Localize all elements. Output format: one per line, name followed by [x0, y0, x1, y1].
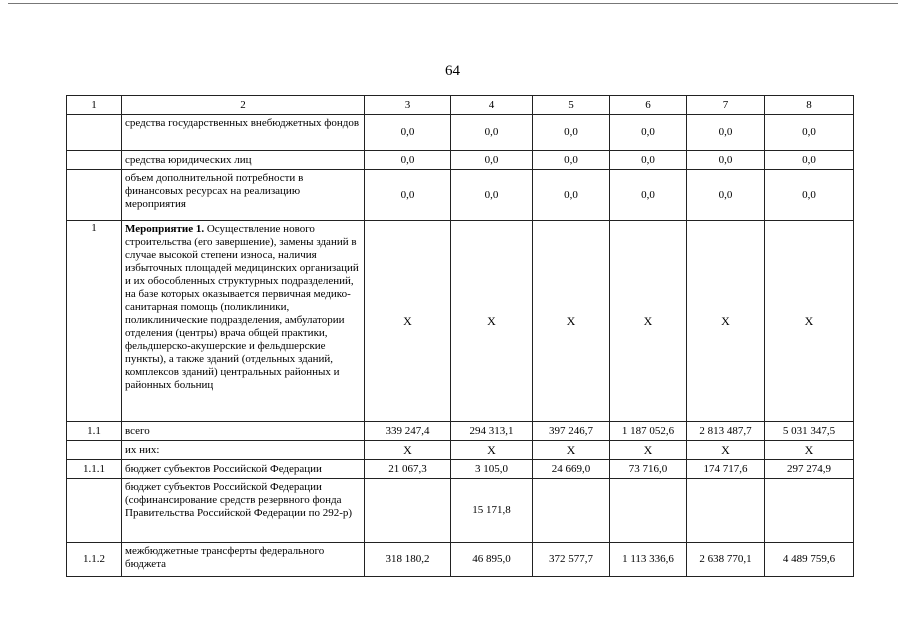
value-cell: X	[610, 441, 687, 460]
value-cell: 0,0	[451, 115, 533, 151]
value-cell: 2 638 770,1	[687, 543, 765, 577]
value-cell: 21 067,3	[365, 460, 451, 479]
row-name: межбюджетные трансферты федерального бюджета	[122, 543, 365, 577]
value-cell: 73 716,0	[610, 460, 687, 479]
value-cell: 0,0	[610, 151, 687, 170]
row-code	[67, 441, 122, 460]
row-name: объем дополнительной потребности в финансовых ресурсах на реализацию мероприятия	[122, 170, 365, 221]
value-cell: 46 895,0	[451, 543, 533, 577]
value-cell: 0,0	[610, 115, 687, 151]
table-row	[67, 422, 854, 441]
top-border-line	[8, 3, 898, 4]
row-code: 1	[67, 221, 122, 422]
value-cell: 318 180,2	[365, 543, 451, 577]
column-header: 4	[451, 96, 533, 115]
row-name: средства юридических лиц	[122, 151, 365, 170]
value-cell: 3 105,0	[451, 460, 533, 479]
measure-description: Осуществление нового строительства (его завершение), замены зданий в случае высокой степени износа, наличия избыточных площадей медицинских организаций и их обособленных структурных подразделений, на базе которых оказывается первичная медико-санитарная помощь (поликлиники, поликлинические подразделения, амбулатории отделения (центры) врача общей практики, фельдшерско-акушерские и фельдшерские пункты), а также зданий (отдельных зданий, комплексов зданий) центральных районных и районных больниц	[125, 223, 359, 391]
row-code: 1.1.2	[67, 543, 122, 577]
row-name: всего	[122, 422, 365, 441]
value-cell: 5 031 347,5	[765, 422, 854, 441]
value-cell: 0,0	[451, 170, 533, 221]
table-row	[67, 221, 854, 422]
value-cell: X	[687, 441, 765, 460]
row-name: бюджет субъектов Российской Федерации	[122, 460, 365, 479]
row-name	[122, 221, 365, 422]
value-cell: 0,0	[365, 115, 451, 151]
value-cell: 1 113 336,6	[610, 543, 687, 577]
column-header: 2	[122, 96, 365, 115]
value-cell: 372 577,7	[533, 543, 610, 577]
row-name: их них:	[122, 441, 365, 460]
value-cell: 0,0	[533, 151, 610, 170]
table-row	[67, 479, 854, 543]
value-cell: 0,0	[687, 151, 765, 170]
value-cell: 1 187 052,6	[610, 422, 687, 441]
row-code	[67, 170, 122, 221]
value-cell: 294 313,1	[451, 422, 533, 441]
value-cell: 0,0	[365, 170, 451, 221]
value-cell: 24 669,0	[533, 460, 610, 479]
column-header: 1	[67, 96, 122, 115]
value-cell: X	[365, 221, 451, 422]
value-cell: 174 717,6	[687, 460, 765, 479]
row-name: бюджет субъектов Российской Федерации (софинансирование средств резервного фонда Правительства Российской Федерации по 292-р)	[122, 479, 365, 543]
value-cell: X	[687, 221, 765, 422]
value-cell: X	[533, 441, 610, 460]
value-cell: 0,0	[765, 170, 854, 221]
value-cell: 339 247,4	[365, 422, 451, 441]
row-code	[67, 151, 122, 170]
value-cell: 0,0	[765, 115, 854, 151]
table-row	[67, 460, 854, 479]
value-cell: 0,0	[533, 115, 610, 151]
value-cell: 0,0	[365, 151, 451, 170]
budget-table	[66, 95, 854, 577]
value-cell: 0,0	[765, 151, 854, 170]
column-header: 3	[365, 96, 451, 115]
value-cell: X	[451, 221, 533, 422]
column-header: 7	[687, 96, 765, 115]
value-cell	[765, 479, 854, 543]
table-row	[67, 151, 854, 170]
row-name: средства государственных внебюджетных фондов	[122, 115, 365, 151]
row-code	[67, 479, 122, 543]
column-header: 6	[610, 96, 687, 115]
value-cell	[610, 479, 687, 543]
value-cell: 4 489 759,6	[765, 543, 854, 577]
column-header: 8	[765, 96, 854, 115]
measure-title: Мероприятие 1.	[125, 223, 205, 235]
row-code	[67, 115, 122, 151]
table-row	[67, 115, 854, 151]
value-cell: X	[365, 441, 451, 460]
page-number: 64	[445, 63, 460, 79]
row-code: 1.1.1	[67, 460, 122, 479]
column-header: 5	[533, 96, 610, 115]
value-cell: 0,0	[687, 170, 765, 221]
row-code: 1.1	[67, 422, 122, 441]
value-cell: 0,0	[451, 151, 533, 170]
value-cell: 297 274,9	[765, 460, 854, 479]
value-cell: 2 813 487,7	[687, 422, 765, 441]
value-cell	[365, 479, 451, 543]
table-row	[67, 170, 854, 221]
value-cell	[533, 479, 610, 543]
value-cell: 15 171,8	[451, 479, 533, 543]
table-row	[67, 543, 854, 577]
value-cell: 0,0	[610, 170, 687, 221]
value-cell: 397 246,7	[533, 422, 610, 441]
value-cell: X	[533, 221, 610, 422]
value-cell: 0,0	[533, 170, 610, 221]
header-row	[67, 96, 854, 115]
value-cell: X	[765, 221, 854, 422]
value-cell: X	[610, 221, 687, 422]
value-cell	[687, 479, 765, 543]
table-row	[67, 441, 854, 460]
value-cell: X	[451, 441, 533, 460]
value-cell: 0,0	[687, 115, 765, 151]
value-cell: X	[765, 441, 854, 460]
